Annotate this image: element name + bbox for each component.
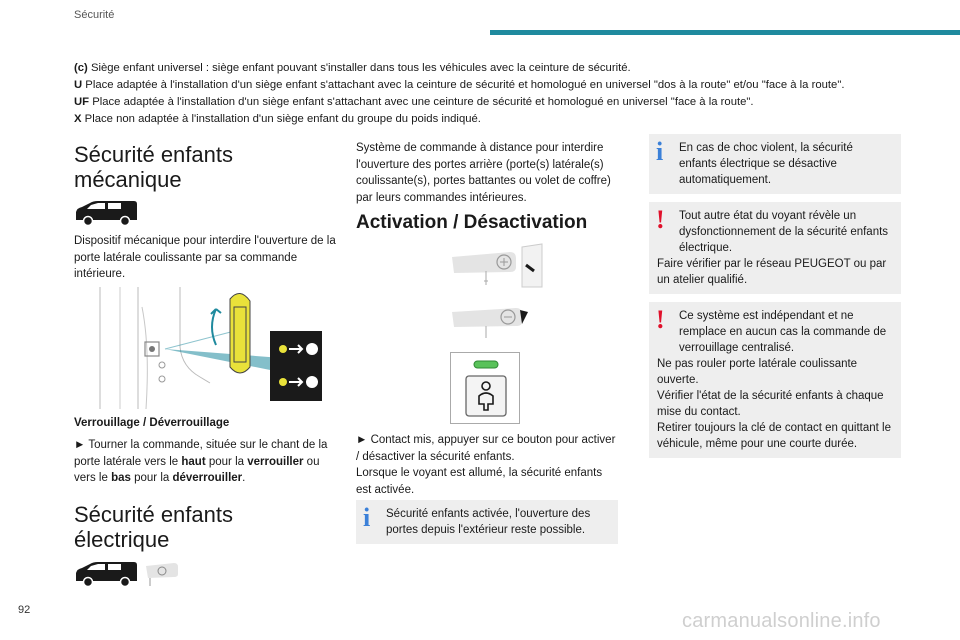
warning-icon: ! bbox=[656, 205, 665, 234]
info-icon: i bbox=[656, 137, 664, 166]
mech-title: Sécurité enfants mécanique bbox=[74, 142, 233, 192]
info-box-shock: i En cas de choc violent, la sécurité enfants électrique se désactive automatiquement. bbox=[649, 134, 901, 194]
door-switch-illustration-1 bbox=[450, 243, 546, 289]
info-icon: i bbox=[363, 503, 371, 532]
van-with-button-icon bbox=[74, 560, 180, 588]
door-switch-illustration-2 bbox=[450, 300, 530, 340]
page-number: 92 bbox=[18, 604, 31, 616]
header-rule bbox=[490, 30, 960, 35]
legend-line-uf: UF Place adaptée à l'installation d'un siège enfant s'attachant avec une ceinture de sécurité et homologué en universel "face à la route". bbox=[74, 96, 754, 108]
warning-box-system: ! Ce système est indépendant et ne remplace en aucun cas la commande de verrouillage centralisé. Ne pas rouler porte latérale coulissante ouverte. Vérifier l'état de la sécurité enfants à chaque mise du contact. Retirer toujours la clé de contact en quittant le véhicule, même pour une courte durée. bbox=[649, 302, 901, 458]
warning-box-indicator: ! Tout autre état du voyant révèle un dysfonctionnement de la sécurité enfants électrique. Faire vérifier par le réseau PEUGEOT ou par un atelier qualifié. bbox=[649, 202, 901, 294]
elec-intro: Système de commande à distance pour interdire l'ouverture des portes arrière (porte(s) latérale(s) coulissante(s), portes battantes ou volet de coffre) par leurs commandes intérieures. bbox=[356, 142, 611, 204]
door-lock-illustration bbox=[90, 287, 330, 409]
lock-heading: Verrouillage / Déverrouillage bbox=[74, 417, 230, 429]
van-icon bbox=[74, 200, 138, 226]
warning-icon: ! bbox=[656, 305, 665, 334]
legend-block bbox=[74, 60, 924, 128]
elec-title: Sécurité enfants électrique bbox=[74, 502, 233, 552]
activation-title: Activation / Désactivation bbox=[356, 212, 588, 233]
activation-lit: Lorsque le voyant est allumé, la sécurité enfants est activée. bbox=[356, 467, 603, 496]
watermark: carmanualsonline.info bbox=[682, 610, 881, 632]
legend-line-u: U Place adaptée à l'installation d'un siège enfant s'attachant avec la ceinture de sécurité et homologué en universel "dos à la route" et/ou "face à la route". bbox=[74, 79, 845, 91]
section-title: Sécurité bbox=[74, 9, 115, 21]
legend-line-x: X Place non adaptée à l'installation d'un siège enfant du groupe du poids indiqué. bbox=[74, 113, 481, 125]
child-lock-button-icon bbox=[450, 352, 520, 424]
legend-line-c: (c) Siège enfant universel : siège enfant pouvant s'installer dans tous les véhicules avec la ceinture de sécurité. bbox=[74, 62, 631, 74]
lock-instruction: ► Tourner la commande, située sur le chant de la porte latérale vers le haut pour la verrouiller ou vers le bas pour la déverrouiller. bbox=[74, 439, 328, 484]
info-note-exterior: i Sécurité enfants activée, l'ouverture des portes depuis l'extérieur reste possible. bbox=[356, 500, 618, 544]
activation-step: ► Contact mis, appuyer sur ce bouton pour activer / désactiver la sécurité enfants. bbox=[356, 434, 616, 463]
mech-description: Dispositif mécanique pour interdire l'ouverture de la porte latérale coulissante par sa commande intérieure. bbox=[74, 235, 336, 280]
